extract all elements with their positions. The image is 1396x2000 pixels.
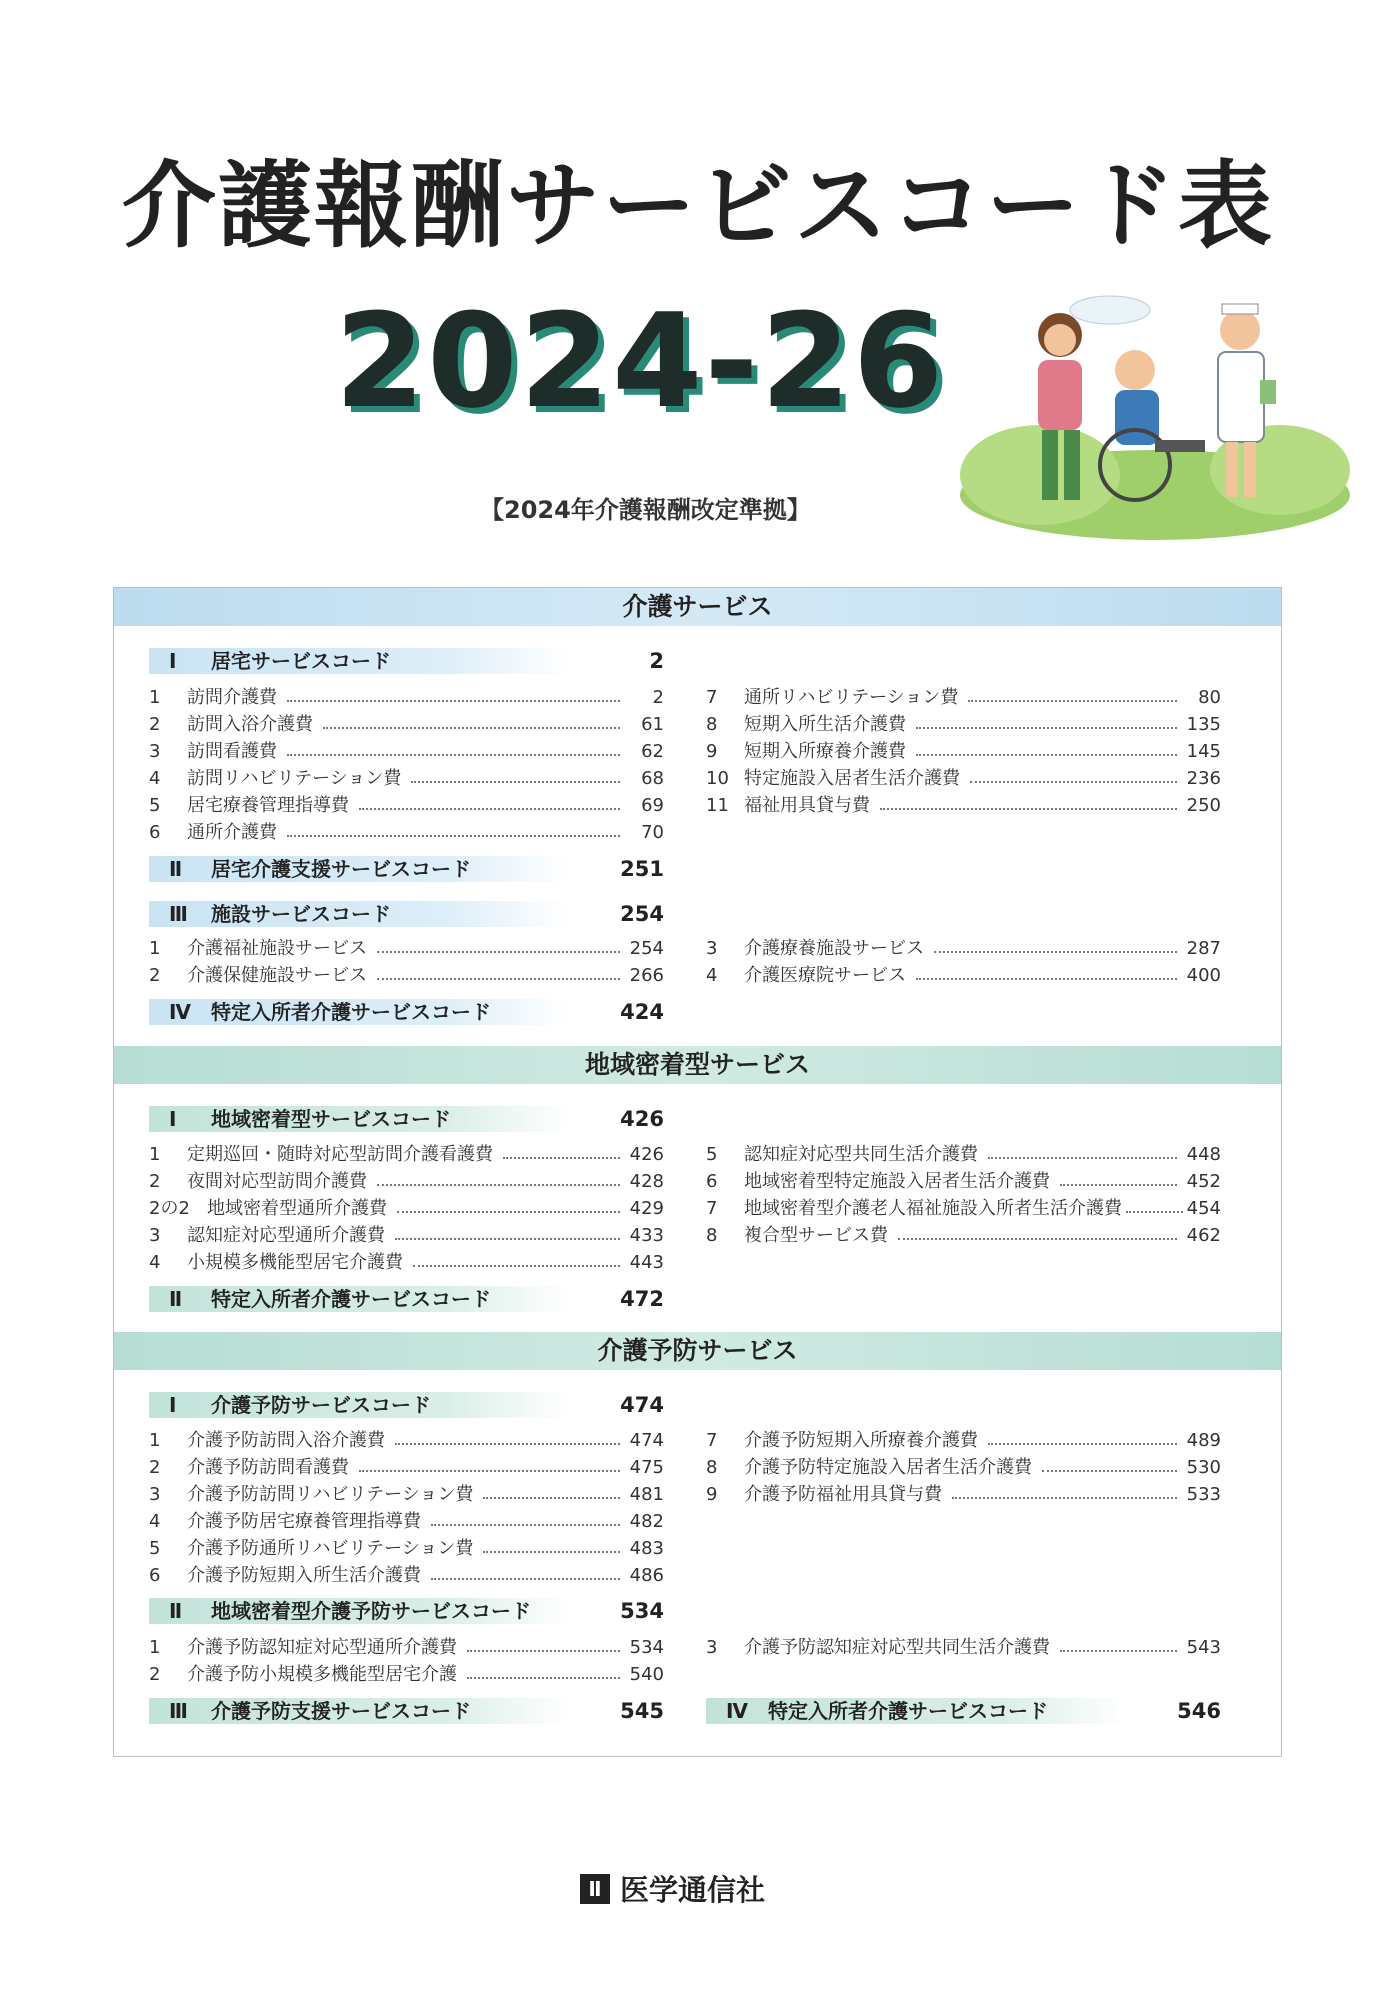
item-page: 443 bbox=[629, 1252, 664, 1273]
item-number: 1 bbox=[149, 1144, 161, 1165]
toc-item[interactable] bbox=[149, 963, 664, 989]
toc-item[interactable] bbox=[706, 1482, 1221, 1508]
section-number: Ⅳ bbox=[726, 1699, 748, 1723]
section-number: Ⅲ bbox=[169, 1699, 188, 1723]
item-number: 9 bbox=[706, 741, 718, 762]
cover-year: 2024-26 bbox=[334, 285, 946, 437]
toc-item[interactable] bbox=[149, 766, 664, 792]
item-number: 11 bbox=[706, 795, 729, 816]
publisher-name: 医学通信社 bbox=[620, 1873, 766, 1907]
item-page: 448 bbox=[1186, 1144, 1221, 1165]
toc-item[interactable] bbox=[706, 739, 1221, 765]
item-number: 8 bbox=[706, 1225, 718, 1246]
section-name: 介護予防支援サービスコード bbox=[211, 1699, 471, 1723]
item-label: 介護予防通所リハビリテーション費 bbox=[187, 1538, 474, 1559]
item-number: 2 bbox=[149, 965, 161, 986]
item-page: 530 bbox=[1186, 1457, 1221, 1478]
item-page: 543 bbox=[1186, 1637, 1221, 1658]
section-number: Ⅱ bbox=[169, 1599, 183, 1623]
leader-dots bbox=[970, 781, 1177, 783]
toc-item[interactable] bbox=[149, 936, 664, 962]
item-label: 介護予防小規模多機能型居宅介護 bbox=[187, 1664, 457, 1685]
item-number: 3 bbox=[706, 1637, 718, 1658]
leader-dots bbox=[377, 951, 620, 953]
leader-dots bbox=[952, 1497, 1177, 1499]
item-label: 夜間対応型訪問介護費 bbox=[187, 1171, 367, 1192]
section-name: 特定入所者介護サービスコード bbox=[211, 1287, 491, 1311]
item-number: 1 bbox=[149, 1430, 161, 1451]
section-number: Ⅰ bbox=[169, 1393, 177, 1417]
leader-dots bbox=[411, 781, 620, 783]
item-number: 6 bbox=[149, 1565, 161, 1586]
section-page: 254 bbox=[620, 902, 664, 926]
toc-item[interactable] bbox=[149, 1635, 664, 1661]
toc-item[interactable] bbox=[149, 1536, 664, 1562]
toc-item[interactable] bbox=[149, 1563, 664, 1589]
item-page: 135 bbox=[1186, 714, 1221, 735]
item-label: 地域密着型特定施設入居者生活介護費 bbox=[744, 1171, 1050, 1192]
item-label: 介護予防認知症対応型通所介護費 bbox=[187, 1637, 457, 1658]
section-number: Ⅰ bbox=[169, 649, 177, 673]
toc-item[interactable] bbox=[149, 739, 664, 765]
item-label: 介護福祉施設サービス bbox=[187, 938, 367, 959]
item-label: 介護医療院サービス bbox=[744, 965, 906, 986]
item-page: 400 bbox=[1186, 965, 1221, 986]
toc-item[interactable] bbox=[706, 1223, 1221, 1249]
item-number: 1 bbox=[149, 687, 161, 708]
leader-dots bbox=[323, 727, 620, 729]
category-header: 地域密着型サービス bbox=[114, 1046, 1281, 1084]
section-page: 472 bbox=[620, 1287, 664, 1311]
leader-dots bbox=[1042, 1470, 1177, 1472]
toc-item[interactable] bbox=[149, 1250, 664, 1276]
item-page: 2 bbox=[652, 687, 664, 708]
section-name: 地域密着型介護予防サービスコード bbox=[211, 1599, 531, 1623]
leader-dots bbox=[287, 754, 620, 756]
toc-item[interactable] bbox=[149, 712, 664, 738]
leader-dots bbox=[395, 1238, 620, 1240]
leader-dots bbox=[988, 1443, 1177, 1445]
item-label: 認知症対応型通所介護費 bbox=[187, 1225, 385, 1246]
item-page: 61 bbox=[641, 714, 664, 735]
leader-dots bbox=[934, 951, 1177, 953]
item-label: 短期入所生活介護費 bbox=[744, 714, 906, 735]
item-page: 70 bbox=[641, 822, 664, 843]
item-page: 452 bbox=[1186, 1171, 1221, 1192]
item-label: 認知症対応型共同生活介護費 bbox=[744, 1144, 978, 1165]
section-header bbox=[149, 648, 569, 674]
item-label: 介護保健施設サービス bbox=[187, 965, 367, 986]
section-header bbox=[149, 901, 569, 927]
item-label: 小規模多機能型居宅介護費 bbox=[187, 1252, 403, 1273]
section-name: 特定入所者介護サービスコード bbox=[768, 1699, 1048, 1723]
item-number: 4 bbox=[149, 1252, 161, 1273]
section-number: Ⅳ bbox=[169, 1000, 191, 1024]
item-number: 8 bbox=[706, 1457, 718, 1478]
leader-dots bbox=[916, 754, 1177, 756]
toc-item[interactable] bbox=[149, 1223, 664, 1249]
item-label: 介護予防短期入所生活介護費 bbox=[187, 1565, 421, 1586]
item-number: 6 bbox=[706, 1171, 718, 1192]
leader-dots bbox=[287, 700, 620, 702]
section-number: Ⅰ bbox=[169, 1107, 177, 1131]
item-page: 481 bbox=[629, 1484, 664, 1505]
item-number: 7 bbox=[706, 687, 718, 708]
section-name: 介護予防サービスコード bbox=[211, 1393, 431, 1417]
item-number: 7 bbox=[706, 1198, 718, 1219]
section-page: 424 bbox=[620, 1000, 664, 1024]
section-page: 534 bbox=[620, 1599, 664, 1623]
item-number: 8 bbox=[706, 714, 718, 735]
item-label: 地域密着型介護老人福祉施設入所者生活介護費 bbox=[744, 1198, 1122, 1219]
item-page: 428 bbox=[629, 1171, 664, 1192]
item-page: 454 bbox=[1186, 1198, 1221, 1219]
leader-dots bbox=[1060, 1184, 1177, 1186]
item-number: 5 bbox=[149, 795, 161, 816]
item-number: 1 bbox=[149, 1637, 161, 1658]
section-header bbox=[149, 1392, 569, 1418]
toc-item[interactable] bbox=[149, 1482, 664, 1508]
leader-dots bbox=[880, 808, 1177, 810]
leader-dots bbox=[916, 978, 1177, 980]
toc-item[interactable] bbox=[149, 1455, 664, 1481]
item-number: 4 bbox=[706, 965, 718, 986]
item-page: 462 bbox=[1186, 1225, 1221, 1246]
item-page: 486 bbox=[629, 1565, 664, 1586]
item-page: 68 bbox=[641, 768, 664, 789]
item-label: 介護予防訪問看護費 bbox=[187, 1457, 349, 1478]
toc-item[interactable] bbox=[706, 1635, 1221, 1661]
leader-dots bbox=[483, 1497, 619, 1499]
toc-item[interactable] bbox=[149, 685, 664, 711]
item-number: 2 bbox=[149, 1664, 161, 1685]
item-number: 2 bbox=[149, 1457, 161, 1478]
item-label: 介護予防訪問入浴介護費 bbox=[187, 1430, 385, 1451]
item-page: 482 bbox=[629, 1511, 664, 1532]
leader-dots bbox=[359, 1470, 620, 1472]
section-page: 426 bbox=[620, 1107, 664, 1131]
section-page: 545 bbox=[620, 1699, 664, 1723]
section-name: 施設サービスコード bbox=[211, 902, 391, 926]
leader-dots bbox=[1060, 1650, 1177, 1652]
category-header: 介護予防サービス bbox=[114, 1332, 1281, 1370]
section-number: Ⅱ bbox=[169, 1287, 183, 1311]
item-page: 80 bbox=[1198, 687, 1221, 708]
toc-item[interactable] bbox=[149, 793, 664, 819]
section-number: Ⅱ bbox=[169, 857, 183, 881]
toc-item[interactable] bbox=[706, 766, 1221, 792]
leader-dots bbox=[916, 727, 1177, 729]
leader-dots bbox=[988, 1157, 1177, 1159]
item-number: 9 bbox=[706, 1484, 718, 1505]
leader-dots bbox=[1126, 1211, 1183, 1213]
item-number: 2の2 bbox=[149, 1198, 190, 1219]
publisher bbox=[580, 1868, 765, 1909]
item-page: 540 bbox=[629, 1664, 664, 1685]
item-number: 4 bbox=[149, 768, 161, 789]
section-name: 地域密着型サービスコード bbox=[211, 1107, 451, 1131]
section-header bbox=[706, 1698, 1126, 1724]
toc-item[interactable] bbox=[706, 963, 1221, 989]
item-page: 534 bbox=[629, 1637, 664, 1658]
item-page: 236 bbox=[1186, 768, 1221, 789]
leader-dots bbox=[467, 1677, 620, 1679]
leader-dots bbox=[377, 978, 620, 980]
leader-dots bbox=[467, 1650, 620, 1652]
item-label: 地域密着型通所介護費 bbox=[207, 1198, 387, 1219]
toc-item[interactable] bbox=[149, 1509, 664, 1535]
section-header bbox=[149, 1106, 569, 1132]
item-label: 特定施設入居者生活介護費 bbox=[744, 768, 960, 789]
leader-dots bbox=[287, 835, 620, 837]
leader-dots bbox=[397, 1211, 620, 1213]
item-page: 145 bbox=[1186, 741, 1221, 762]
item-page: 433 bbox=[629, 1225, 664, 1246]
toc-item[interactable] bbox=[149, 1662, 664, 1688]
item-number: 7 bbox=[706, 1430, 718, 1451]
item-number: 5 bbox=[706, 1144, 718, 1165]
item-page: 475 bbox=[629, 1457, 664, 1478]
item-page: 429 bbox=[629, 1198, 664, 1219]
toc-item[interactable] bbox=[706, 712, 1221, 738]
item-label: 訪問入浴介護費 bbox=[187, 714, 313, 735]
toc-item[interactable] bbox=[706, 1428, 1221, 1454]
item-label: 介護予防短期入所療養介護費 bbox=[744, 1430, 978, 1451]
cover-title: 介護報酬サービスコード表 bbox=[121, 152, 1274, 261]
section-page: 251 bbox=[620, 857, 664, 881]
leader-dots bbox=[483, 1551, 619, 1553]
toc-item[interactable] bbox=[149, 820, 664, 846]
item-number: 1 bbox=[149, 938, 161, 959]
item-label: 訪問介護費 bbox=[187, 687, 277, 708]
item-number: 2 bbox=[149, 714, 161, 735]
item-label: 通所介護費 bbox=[187, 822, 277, 843]
item-number: 10 bbox=[706, 768, 729, 789]
item-page: 474 bbox=[629, 1430, 664, 1451]
item-page: 489 bbox=[1186, 1430, 1221, 1451]
toc-item[interactable] bbox=[149, 1169, 664, 1195]
item-number: 2 bbox=[149, 1171, 161, 1192]
toc-item[interactable] bbox=[706, 1142, 1221, 1168]
toc-item[interactable] bbox=[706, 1196, 1221, 1222]
toc-item[interactable] bbox=[149, 1142, 664, 1168]
item-number: 4 bbox=[149, 1511, 161, 1532]
item-number: 3 bbox=[149, 1225, 161, 1246]
toc-item[interactable] bbox=[149, 1196, 664, 1222]
item-label: 居宅療養管理指導費 bbox=[187, 795, 349, 816]
item-label: 訪問看護費 bbox=[187, 741, 277, 762]
item-label: 介護療養施設サービス bbox=[744, 938, 924, 959]
leader-dots bbox=[898, 1238, 1177, 1240]
leader-dots bbox=[431, 1578, 620, 1580]
item-label: 複合型サービス費 bbox=[744, 1225, 888, 1246]
leader-dots bbox=[395, 1443, 620, 1445]
item-label: 介護予防訪問リハビリテーション費 bbox=[187, 1484, 474, 1505]
item-page: 533 bbox=[1186, 1484, 1221, 1505]
toc-item[interactable] bbox=[706, 1169, 1221, 1195]
leader-dots bbox=[413, 1265, 620, 1267]
item-page: 254 bbox=[629, 938, 664, 959]
item-number: 3 bbox=[706, 938, 718, 959]
section-header bbox=[149, 856, 569, 882]
item-page: 266 bbox=[629, 965, 664, 986]
section-name: 特定入所者介護サービスコード bbox=[211, 1000, 491, 1024]
item-label: 介護予防特定施設入居者生活介護費 bbox=[744, 1457, 1032, 1478]
toc-item[interactable] bbox=[149, 1428, 664, 1454]
section-header bbox=[149, 999, 569, 1025]
item-label: 介護予防認知症対応型共同生活介護費 bbox=[744, 1637, 1050, 1658]
section-page: 474 bbox=[620, 1393, 664, 1417]
item-label: 介護予防居宅療養管理指導費 bbox=[187, 1511, 421, 1532]
caregivers-illustration bbox=[960, 290, 1350, 540]
item-number: 3 bbox=[149, 1484, 161, 1505]
item-label: 通所リハビリテーション費 bbox=[744, 687, 959, 708]
item-label: 福祉用具貸与費 bbox=[744, 795, 870, 816]
toc-item[interactable] bbox=[706, 793, 1221, 819]
table-of-contents bbox=[113, 587, 1282, 1757]
item-page: 426 bbox=[629, 1144, 664, 1165]
section-header bbox=[149, 1698, 569, 1724]
toc-item[interactable] bbox=[706, 1455, 1221, 1481]
leader-dots bbox=[968, 700, 1177, 702]
item-label: 訪問リハビリテーション費 bbox=[187, 768, 402, 789]
item-label: 定期巡回・随時対応型訪問介護看護費 bbox=[187, 1144, 493, 1165]
leader-dots bbox=[431, 1524, 620, 1526]
item-page: 287 bbox=[1186, 938, 1221, 959]
item-number: 5 bbox=[149, 1538, 161, 1559]
item-page: 483 bbox=[629, 1538, 664, 1559]
leader-dots bbox=[359, 808, 620, 810]
section-name: 居宅サービスコード bbox=[211, 649, 391, 673]
section-name: 居宅介護支援サービスコード bbox=[211, 857, 471, 881]
item-page: 250 bbox=[1186, 795, 1221, 816]
category-header: 介護サービス bbox=[114, 588, 1281, 626]
toc-item[interactable] bbox=[706, 936, 1221, 962]
item-number: 3 bbox=[149, 741, 161, 762]
section-header bbox=[149, 1598, 569, 1624]
publisher-logo-icon: Ⅱ bbox=[580, 1874, 610, 1904]
section-page: 2 bbox=[649, 649, 664, 673]
item-number: 6 bbox=[149, 822, 161, 843]
edition-note: 【2024年介護報酬改定準拠】 bbox=[480, 496, 811, 524]
item-label: 介護予防福祉用具貸与費 bbox=[744, 1484, 942, 1505]
section-page: 546 bbox=[1177, 1699, 1221, 1723]
item-page: 62 bbox=[641, 741, 664, 762]
section-header bbox=[149, 1286, 569, 1312]
item-page: 69 bbox=[641, 795, 664, 816]
section-number: Ⅲ bbox=[169, 902, 188, 926]
leader-dots bbox=[377, 1184, 620, 1186]
leader-dots bbox=[503, 1157, 620, 1159]
item-label: 短期入所療養介護費 bbox=[744, 741, 906, 762]
toc-item[interactable] bbox=[706, 685, 1221, 711]
